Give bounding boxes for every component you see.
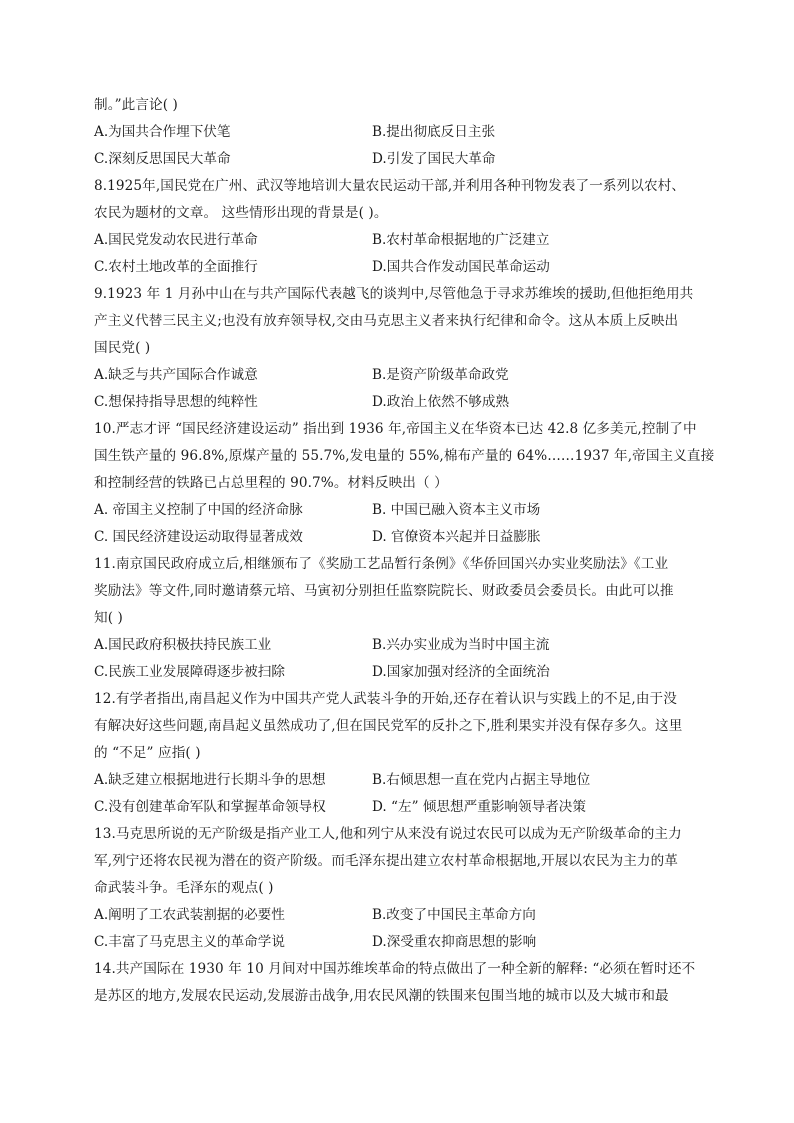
answer-option[interactable]: D.引发了国民大革命 xyxy=(372,151,496,167)
answer-option[interactable]: B.农村革命根据地的广泛建立 xyxy=(372,232,550,248)
question-block xyxy=(94,92,700,173)
question-block xyxy=(94,551,700,686)
question-block xyxy=(94,821,700,956)
answer-option[interactable]: C.民族工业发展障碍逐步被扫除 xyxy=(94,664,285,680)
answer-option[interactable]: C. 国民经济建设运动取得显著成效 xyxy=(94,529,303,545)
answer-option[interactable]: C.丰富了马克思主义的革命学说 xyxy=(94,934,285,950)
question-stem-line: 是苏区的地方,发展农民运动,发展游击战争,用农民风潮的铁围来包围当地的城市以及大城市和最 xyxy=(94,988,669,1004)
option-row xyxy=(94,497,700,524)
option-row xyxy=(94,146,700,173)
answer-option[interactable]: C.没有创建革命军队和掌握革命领导权 xyxy=(94,799,326,815)
question-stem-line: 国生铁产量的 96.8%,原煤产量的 55.7%,发电量的 55%,棉布产量的 64%……1937 年,帝国主义直接 xyxy=(94,448,715,464)
answer-option[interactable]: C.农村土地改革的全面推行 xyxy=(94,259,258,275)
question-block xyxy=(94,416,715,551)
answer-option[interactable]: A.缺乏与共产国际合作诚意 xyxy=(94,367,258,383)
option-row xyxy=(94,254,700,281)
answer-option[interactable]: B.右倾思想一直在党内占据主导地位 xyxy=(372,772,591,788)
question-stem-line: 12.有学者指出,南昌起义作为中国共产党人武装斗争的开始,还存在着认识与实践上的不足,由于没 xyxy=(94,691,677,707)
question-stem-line: 制。”此言论( ) xyxy=(94,97,178,113)
question-block xyxy=(94,686,700,821)
option-row xyxy=(94,659,700,686)
question-stem-line: 命武装斗争。毛泽东的观点( ) xyxy=(94,880,274,896)
question-stem-line: 产主义代替三民主义;也没有放弃领导权,交由马克思主义者来执行纪律和命令。这从本质上反映出 xyxy=(94,313,679,329)
option-row xyxy=(94,389,700,416)
answer-option[interactable]: D. 官僚资本兴起并日益膨胀 xyxy=(372,529,541,545)
question-stem-line: 知( ) xyxy=(94,610,123,626)
question-stem-line: 的 “不足” 应指( ) xyxy=(94,745,201,761)
question-stem-line: 11.南京国民政府成立后,相继颁布了《奖励工艺品暂行条例》《华侨回国兴办实业奖励法》《工业 xyxy=(94,556,669,572)
answer-option[interactable]: A.国民政府积极扶持民族工业 xyxy=(94,637,272,653)
option-row xyxy=(94,362,700,389)
answer-option[interactable]: B.是资产阶级革命政党 xyxy=(372,367,509,383)
option-row xyxy=(94,794,700,821)
answer-option[interactable]: D.国家加强对经济的全面统治 xyxy=(372,664,550,680)
question-block xyxy=(94,281,700,416)
option-row xyxy=(94,767,700,794)
answer-option[interactable]: A. 帝国主义控制了中国的经济命脉 xyxy=(94,502,303,518)
question-stem-line: 有解决好这些问题,南昌起义虽然成功了,但在国民党军的反扑之下,胜利果实并没有保存多久。这里 xyxy=(94,718,683,734)
option-row xyxy=(94,632,700,659)
question-stem-line: 农民为题材的文章。 这些情形出现的背景是( )。 xyxy=(94,205,388,221)
question-block xyxy=(94,956,700,1010)
answer-option[interactable]: C.深刻反思国民大革命 xyxy=(94,151,231,167)
question-stem-line: 13.马克思所说的无产阶级是指产业工人,他和列宁从来没有说过农民可以成为无产阶级革命的主力 xyxy=(94,826,682,842)
answer-option[interactable]: A.缺乏建立根据地进行长期斗争的思想 xyxy=(94,772,326,788)
answer-option[interactable]: A.阐明了工农武装割据的必要性 xyxy=(94,907,285,923)
answer-option[interactable]: D.政治上依然不够成熟 xyxy=(372,394,510,410)
option-row xyxy=(94,524,700,551)
question-stem-line: 奖励法》等文件,同时邀请蔡元培、马寅初分别担任监察院院长、财政委员会委员长。由此可以推 xyxy=(94,583,674,599)
answer-option[interactable]: B.兴办实业成为当时中国主流 xyxy=(372,637,550,653)
question-stem-line: 和控制经营的铁路已占总里程的 90.7%。材料反映出（ ） xyxy=(94,475,448,491)
answer-option[interactable]: D.深受重农抑商思想的影响 xyxy=(372,934,537,950)
question-list xyxy=(94,92,715,1010)
question-stem-line: 国民党( ) xyxy=(94,340,151,356)
option-row xyxy=(94,929,700,956)
question-block xyxy=(94,173,700,281)
answer-option[interactable]: D.国共合作发动国民革命运动 xyxy=(372,259,550,275)
question-stem-line: 8.1925年,国民党在广州、武汉等地培训大量农民运动干部,并利用各种刊物发表了一系列以农村、 xyxy=(94,178,686,194)
question-stem-line: 14.共产国际在 1930 年 10 月间对中国苏维埃革命的特点做出了一种全新的解释: “必须在暂时还不 xyxy=(94,961,696,977)
option-row xyxy=(94,119,700,146)
question-stem-line: 军,列宁还将农民视为潜在的资产阶级。而毛泽东提出建立农村革命根据地,开展以农民为主力的革 xyxy=(94,853,678,869)
answer-option[interactable]: D. “左” 倾思想严重影响领导者决策 xyxy=(372,799,586,815)
answer-option[interactable]: B. 中国已融入资本主义市场 xyxy=(372,502,541,518)
option-row xyxy=(94,227,700,254)
answer-option[interactable]: B.提出彻底反日主张 xyxy=(372,124,496,140)
answer-option[interactable]: A.为国共合作埋下伏笔 xyxy=(94,124,231,140)
option-row xyxy=(94,902,700,929)
answer-option[interactable]: B.改变了中国民主革命方向 xyxy=(372,907,536,923)
question-stem-line: 9.1923 年 1 月孙中山在与共产国际代表越飞的谈判中,尽管他急于寻求苏维埃的援助,但他拒绝用共 xyxy=(94,286,694,302)
question-stem-line: 10.严志才评 “国民经济建设运动” 指出到 1936 年,帝国主义在华资本已达 42.8 亿多美元,控制了中 xyxy=(94,421,697,437)
answer-option[interactable]: C.想保持指导思想的纯粹性 xyxy=(94,394,258,410)
answer-option[interactable]: A.国民党发动农民进行革命 xyxy=(94,232,258,248)
